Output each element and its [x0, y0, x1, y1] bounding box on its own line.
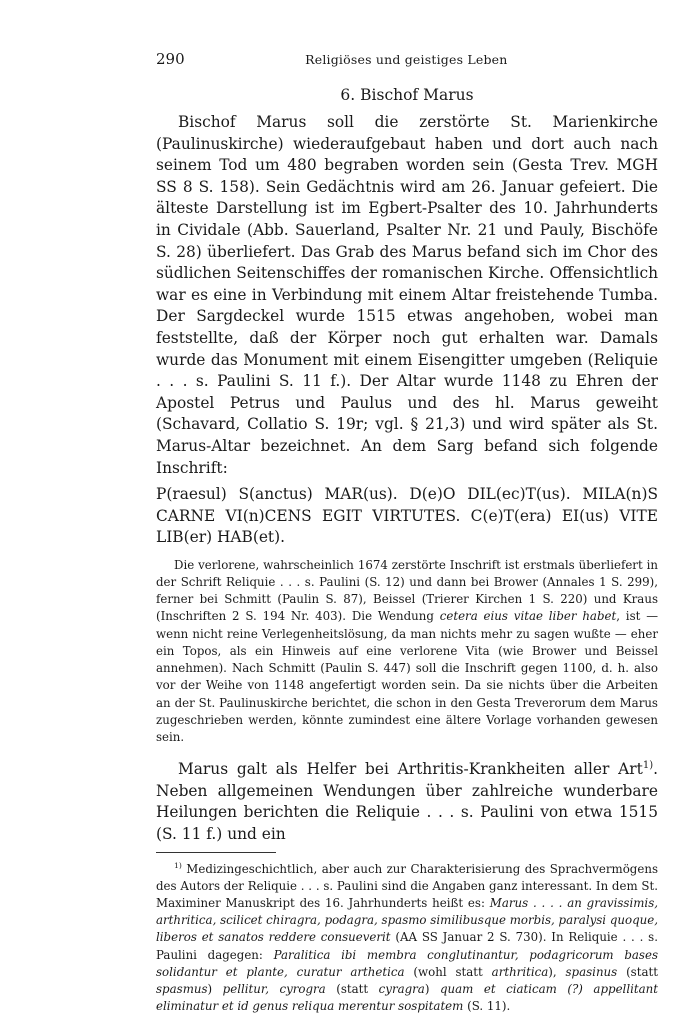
page: [156, 50, 658, 1015]
footnote-marker: 1): [174, 860, 182, 870]
fn-italic-3: arthritica: [491, 964, 549, 979]
inscription-text: P(raesul) S(anctus) MAR(us). D(e)O DIL(ec)T(us). MILA(n)S CARNE VI(n)CENS EGIT VIRTUTES. C(e)T(era) EI(us) VITE LIB(er) HAB(et).: [156, 485, 658, 547]
note-text-1: Die verlorene, wahrscheinlich 1674 zerstörte Inschrift ist erstmals überliefert in der Schrift Reliquie . . . s. Paulini (S. 12) und dann bei Brower (Annales 1 S. 299), ferner bei Schmitt (Paulin S. 87), Beissel (Trierer Kirchen 1 S. 220) und Kraus (Inschriften 2 S. 194 Nr. 403). Die Wendung: [156, 557, 658, 624]
note-text-2: , ist — wenn nicht reine Verlegenheitslösung, da man nichts mehr zu sagen wußte — eher ein Topos, als ein Hinweis auf eine verlorene Vita (wie Brower und Beissel annehmen). Nach Schmitt (Paulin S. 447) soll die Inschrift gegen 1100, d. h. also vor der Weihe von 1148 angefertigt worden sein. Da sie nichts über die Arbeiten an der St. Paulinuskirche berichtet, die schon in den Gesta Treverorum dem Marus zugeschrieben werden, könnte zumindest eine ältere Vorlage vorhanden gewesen sein.: [156, 609, 658, 744]
fn-text-4: ),: [548, 964, 566, 979]
body-paragraph-2: [156, 755, 658, 846]
fn-italic-4: spasinus: [565, 964, 618, 979]
fn-text-6: ): [207, 981, 223, 996]
paragraph2-after: . Neben allgemeinen Wendungen über zahlreiche wunderbare Heilungen berichten die Reliquie . . . s. Paulini von etwa 1515 (S. 11 f.) und ein: [156, 760, 658, 844]
fn-text-2: (AA SS Januar 2 S. 730). In Reliquie . . . s. Paulini dagegen:: [156, 930, 658, 962]
fn-text-3: (wohl statt: [404, 964, 492, 979]
fn-italic-2: Paralitica ibi membra conglutinantur, podagricorum bases solidantur et plante, curatur arthetica: [156, 947, 658, 979]
note-italic: cetera eius vitae liber habet: [439, 609, 617, 624]
body-paragraph-1: Bischof Marus soll die zerstörte St. Marienkirche (Paulinuskirche) wiederaufgebaut haben und dort auch nach seinem Tod um 480 begraben worden sein (Gesta Trev. MGH SS 8 S. 158). Sein Gedächtnis wird am 26. Januar gefeiert. Die älteste Darstellung ist im Egbert-Psalter des 10. Jahrhunderts in Cividale (Abb. Sauerland, Psalter Nr. 21 und Pauly, Bischöfe S. 28) überliefert. Das Grab des Marus befand sich im Chor des südlichen Seitenschiffes der romanischen Kirche. Offensichtlich war es eine in Verbindung mit einem Altar freistehende Tumba. Der Sargdeckel wurde 1515 etwas angehoben, wobei man feststellte, daß der Körper noch gut erhalten war. Damals wurde das Monument mit einem Eisengitter umgeben (Reliquie . . . s. Paulini S. 11 f.). Der Altar wurde 1148 zu Ehren der Apostel Petrus und Paulus und des hl. Marus geweiht (Schavard, Collatio S. 19r; vgl. § 21,3) und wird später als St. Marus-Altar bezeichnet. An dem Sarg befand sich folgende Inschrift:: [156, 113, 658, 477]
fn-italic-8: quam et ciaticam (?) appellitant eliminatur et id genus reliqua merentur sospitatem: [156, 981, 658, 1014]
fn-italic-1: Marus . . . . an gravissimis, arthritica, scilicet chiragra, podagra, spasmo similibusque morbis, paralysi quoque, liberos et sanatos reddere consueverit: [156, 895, 658, 945]
fn-text-5: (statt: [617, 964, 658, 979]
fn-italic-5: spasmus: [156, 981, 208, 996]
fn-italic-6: pellitur, cyrogra: [222, 981, 326, 996]
footnote-reference: 1): [642, 760, 654, 772]
fn-text-7: (statt: [325, 981, 379, 996]
fn-italic-7: cyragra: [378, 981, 425, 996]
fn-text-9: (S. 11).: [463, 999, 511, 1014]
inscription-note: [156, 557, 658, 746]
page-number: 290: [156, 50, 185, 68]
running-title: Religiöses und geistiges Leben: [305, 52, 508, 67]
running-head: [156, 50, 658, 70]
fn-text-8: ): [424, 981, 440, 996]
fn-text-1: Medizingeschichtlich, aber auch zur Charakterisierung des Sprachvermögens des Autors der Reliquie . . . s. Paulini sind die Angaben ganz interessant. In dem St. Maximiner Manuskript des 16. Jahrhunderts heißt es:: [156, 861, 658, 910]
section-title: 6. Bischof Marus: [340, 86, 474, 104]
paragraph2-before: Marus galt als Helfer bei Arthritis-Krankheiten aller Art: [178, 760, 643, 779]
footnote: [156, 857, 658, 1016]
footnote-divider: [156, 852, 276, 853]
